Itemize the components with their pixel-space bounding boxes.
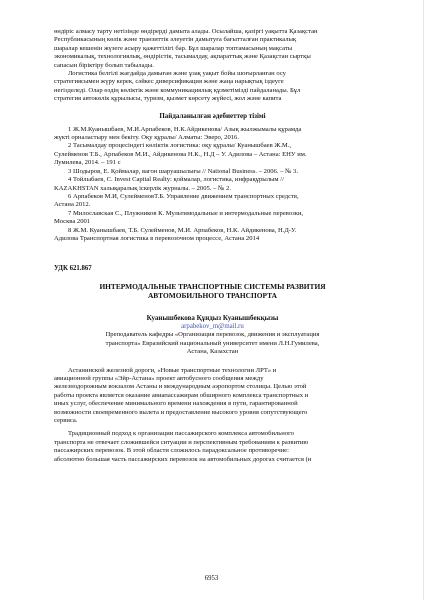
udk-code: УДК 621.867	[54, 265, 92, 273]
references-heading: Пайдаланылған әдебиеттер тізімі	[159, 111, 266, 120]
reference-line: 4 Тойлыбаев, С. Invest Capital Realty: қоймалар, логистика, инфрақұрылым //	[68, 176, 284, 184]
intro-paragraph	[54, 28, 371, 70]
text-line: иных услуг, обеспечение минимального времени нахождения в пути, гарантированной	[54, 400, 298, 408]
reference-line: Астана 2012.	[54, 201, 91, 209]
logistics-paragraph	[54, 70, 371, 104]
text-line: сапасын біріктіру болып табылады.	[54, 61, 154, 69]
text-line: возможности своевременного вылета и предоставление высокого уровня сопутствующего	[54, 408, 308, 416]
author-affiliation	[54, 331, 371, 356]
text-line: экономикалық, технологиялық, өндірістік, тасымалдау, ақпараттық және Қазақстан сыртқы	[54, 53, 311, 61]
text-line: Логистика белгілі жағдайда дамыған және ұзақ уақыт бойы шоғырланған осу	[68, 70, 286, 78]
author-name: Куанышбекова Құндыз Куанышбекқызы	[146, 314, 279, 323]
reference-line: 6 Арпабеков М.И, СулейменовТ.Б. Управление движением транспортных средств,	[68, 192, 299, 200]
affiliation-line: Преподаватель кафедры «Организация перевозок, движения и эксплуатация	[105, 331, 320, 339]
reference-line: KAZAKHSTAN халықаралық іскерлік журналы. – 2005. – № 2.	[54, 184, 231, 192]
text-line: негізделеді. Олар өздің көліктік және коммуникациялық құзметімізді пайдаланады. Бұл	[54, 86, 301, 94]
abstract-paragraph	[54, 367, 371, 426]
reference-item	[54, 142, 371, 167]
text-line: абсолютно большая часть пассажирских перевозок на автомобильных дорогах считается (и	[54, 455, 312, 463]
reference-line: Адилова Транспортная логистика в перевозочном процессе, Астана 2014	[54, 234, 260, 242]
reference-line: Москва 2001	[54, 218, 91, 226]
title-line: АВТОМОБИЛЬНОГО ТРАНСПОРТА	[147, 291, 278, 301]
reference-line: 8 Ж.М. Куанышбаев, Т.Б. Сулейменов, М.И. Арпабеков, Н.К. Айдикенова, Н.Д-У.	[68, 226, 297, 234]
reference-item	[54, 176, 371, 193]
text-line: Республикасының көлік және транзиттік әлеуетін дамытуға бағытталған практикалық	[54, 36, 297, 44]
text-line: Астанинской железной дороги, «Новые транспортные технологии ЛРТ» и	[68, 366, 277, 374]
page-number: 6953	[204, 575, 219, 582]
text-line: Традиционный подход к организации пассажирского комплекса автомобильного	[68, 430, 294, 438]
affiliation-line: транспорта» Евразийский национальный университет имени Л.Н.Гумилева,	[105, 339, 320, 347]
text-line: стратегия автокөлік құрылысы, туризм, қызмет көрсету жүйесі, жол және капита	[54, 95, 282, 103]
reference-item	[54, 193, 371, 210]
reference-line: 3 Шодыров, Е. Қоймалар, вагон шаруашылығы // National Business. – 2006. – № 3.	[68, 167, 298, 175]
reference-item	[54, 168, 371, 176]
reference-line: 2 Тасымалдау процесіндегі көліктік логистика: оқу құралы/ Куанышбаев Ж.М.,	[68, 142, 292, 150]
reference-item	[54, 210, 371, 227]
text-line: пассажирских перевозок. В этой области сложилось парадоксальное противоречие:	[54, 447, 289, 455]
text-line: работы проекта является оказание авиапассажирам обширного комплекса транспортных и	[54, 391, 309, 399]
references-list	[54, 126, 371, 244]
reference-line: 1 Ж.М.Куанышбаев, М.И.Арпабеков, Н.К.Айдикенова/ Азық жылжымалы құрамда	[68, 125, 302, 133]
title-line: ИНТЕРМОДАЛЬНЫЕ ТРАНСПОРТНЫЕ СИСТЕМЫ РАЗВИТИЯ	[99, 282, 326, 292]
final-paragraph	[54, 430, 371, 464]
reference-item	[54, 227, 371, 244]
author-email-link[interactable]: arpabekov_m@mail.ru	[181, 323, 244, 331]
article-title	[54, 282, 371, 300]
reference-line: 7 Милославская С., Плужников К. Мультимодальные и интермодальные перевозки,	[68, 209, 304, 217]
reference-line: жүкті орналастыру мен бекіту. Оқу құралы/ Алматы: Эверо, 2016.	[54, 134, 239, 142]
reference-item	[54, 126, 371, 143]
text-line: шаралар кешенін жүзеге асыру қажеттілігі бар. Бұл шаралар топтамасының мақсаты	[54, 44, 293, 52]
text-line: сервиса.	[54, 417, 78, 424]
reference-line: Сулейменов Т.Б., Арпабеков М.И., Айдикенова Н.К., Н.Д – У. Адилова – Астана: ЕНУ им.	[54, 150, 307, 158]
affiliation-line: Астана, Казахстан	[186, 348, 239, 356]
text-line: железнодорожным вокзалом Астаны и международным аэропортом столицы. Целью этой	[54, 383, 307, 391]
text-line: стратегиясымен жүру керек, сәйкес диверсификация және жаңа нарықтық іздеуге	[54, 78, 284, 86]
text-line: транспорта не отвечает сложившейся ситуации и перспективным требованиям к развитию	[54, 438, 309, 446]
text-line: авиационной группы «Эйр-Астана» проект автобусного сообщения между	[54, 374, 264, 382]
reference-line: Лумилева, 2014. – 191 с	[54, 159, 121, 167]
text-line: өндіріс алмасу тарту нетізінде өндірерді дамыта алады. Осылайша, қазіргі уақытта Қазақстан	[54, 28, 318, 35]
